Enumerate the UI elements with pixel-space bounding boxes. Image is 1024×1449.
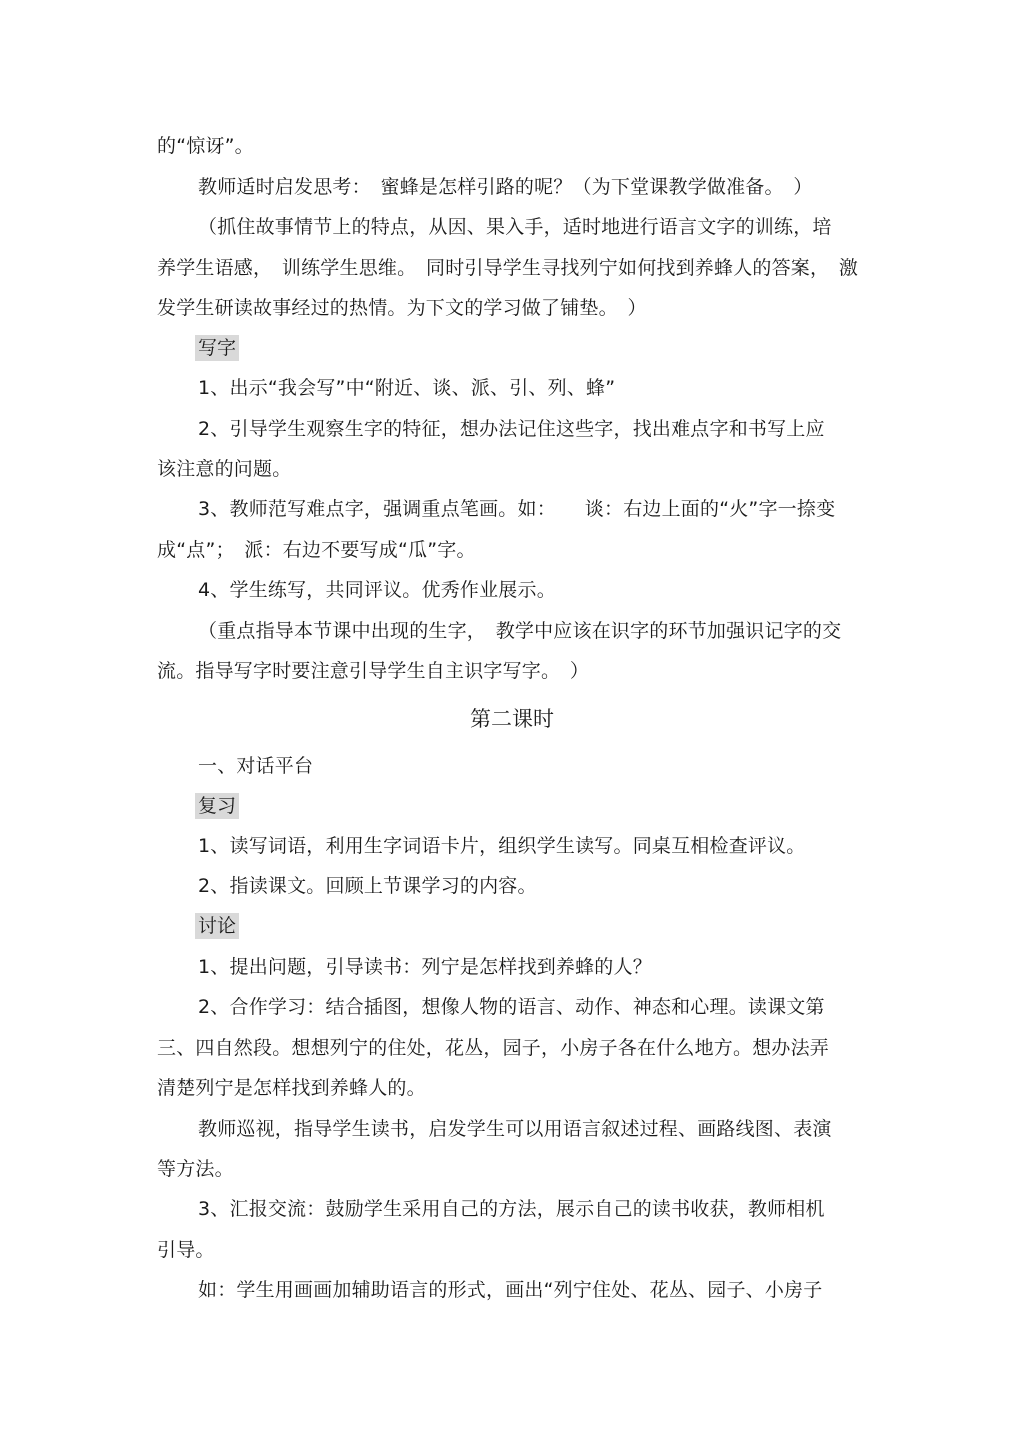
text-line: 1、出示“我会写”中“附近、谈、派、引、列、蜂” — [198, 377, 616, 399]
text-line: 2、指读课文。回顾上节课学习的内容。 — [198, 875, 537, 897]
text-line: 3、教师范写难点字，强调重点笔画。如： 谈：右边上面的“火”字一捺变 — [198, 498, 836, 520]
text-line: 发学生研读故事经过的热情。为下文的学习做了铺垫。 ） — [157, 297, 647, 319]
text-line: 成“点”； 派：右边不要写成“瓜”字。 — [157, 539, 476, 561]
text-line: 3、汇报交流：鼓励学生采用自己的方法，展示自己的读书收获，教师相机 — [198, 1198, 825, 1220]
text-line: 教师巡视，指导学生读书，启发学生可以用语言叙述过程、画路线图、表演 — [198, 1118, 832, 1140]
text-line: 流。指导写字时要注意引导学生自主识字写字。 ） — [157, 660, 590, 682]
section-tag-write: 写字 — [195, 335, 239, 361]
text-line: 一、对话平台 — [198, 755, 314, 777]
text-line: 该注意的问题。 — [157, 458, 292, 480]
text-line: （重点指导本节课中出现的生字， 教学中应该在识字的环节加强识记字的交 — [198, 620, 842, 642]
text-line: 的“惊讶”。 — [157, 135, 254, 157]
text-line: 如：学生用画画加辅助语言的形式，画出“列宁住处、花丛、园子、小房子 — [198, 1279, 823, 1301]
text-line: 等方法。 — [157, 1158, 234, 1180]
section-heading: 第二课时 — [470, 707, 554, 731]
text-line: 引导。 — [157, 1239, 215, 1261]
text-line: 1、提出问题，引导读书：列宁是怎样找到养蜂的人？ — [198, 956, 652, 978]
text-line: 清楚列宁是怎样找到养蜂人的。 — [157, 1077, 426, 1099]
text-line: 2、引导学生观察生字的特征，想办法记住这些字，找出难点字和书写上应 — [198, 418, 825, 440]
section-tag-discuss: 讨论 — [195, 913, 239, 939]
text-line: 三、四自然段。想想列宁的住处，花丛，园子，小房子各在什么地方。想办法弄 — [157, 1037, 830, 1059]
text-line: 2、合作学习：结合插图，想像人物的语言、动作、神态和心理。读课文第 — [198, 996, 825, 1018]
text-line: 4、学生练写，共同评议。优秀作业展示。 — [198, 579, 556, 601]
section-tag-review: 复习 — [195, 793, 239, 819]
text-line: 教师适时启发思考： 蜜蜂是怎样引路的呢？（为下堂课教学做准备。 ） — [198, 176, 813, 198]
text-line: 养学生语感， 训练学生思维。 同时引导学生寻找列宁如何找到养蜂人的答案， 激 — [157, 257, 859, 279]
text-line: 1、读写词语，利用生字词语卡片，组织学生读写。同桌互相检查评议。 — [198, 835, 806, 857]
text-line: （抓住故事情节上的特点，从因、果入手，适时地进行语言文字的训练，培 — [198, 216, 832, 238]
